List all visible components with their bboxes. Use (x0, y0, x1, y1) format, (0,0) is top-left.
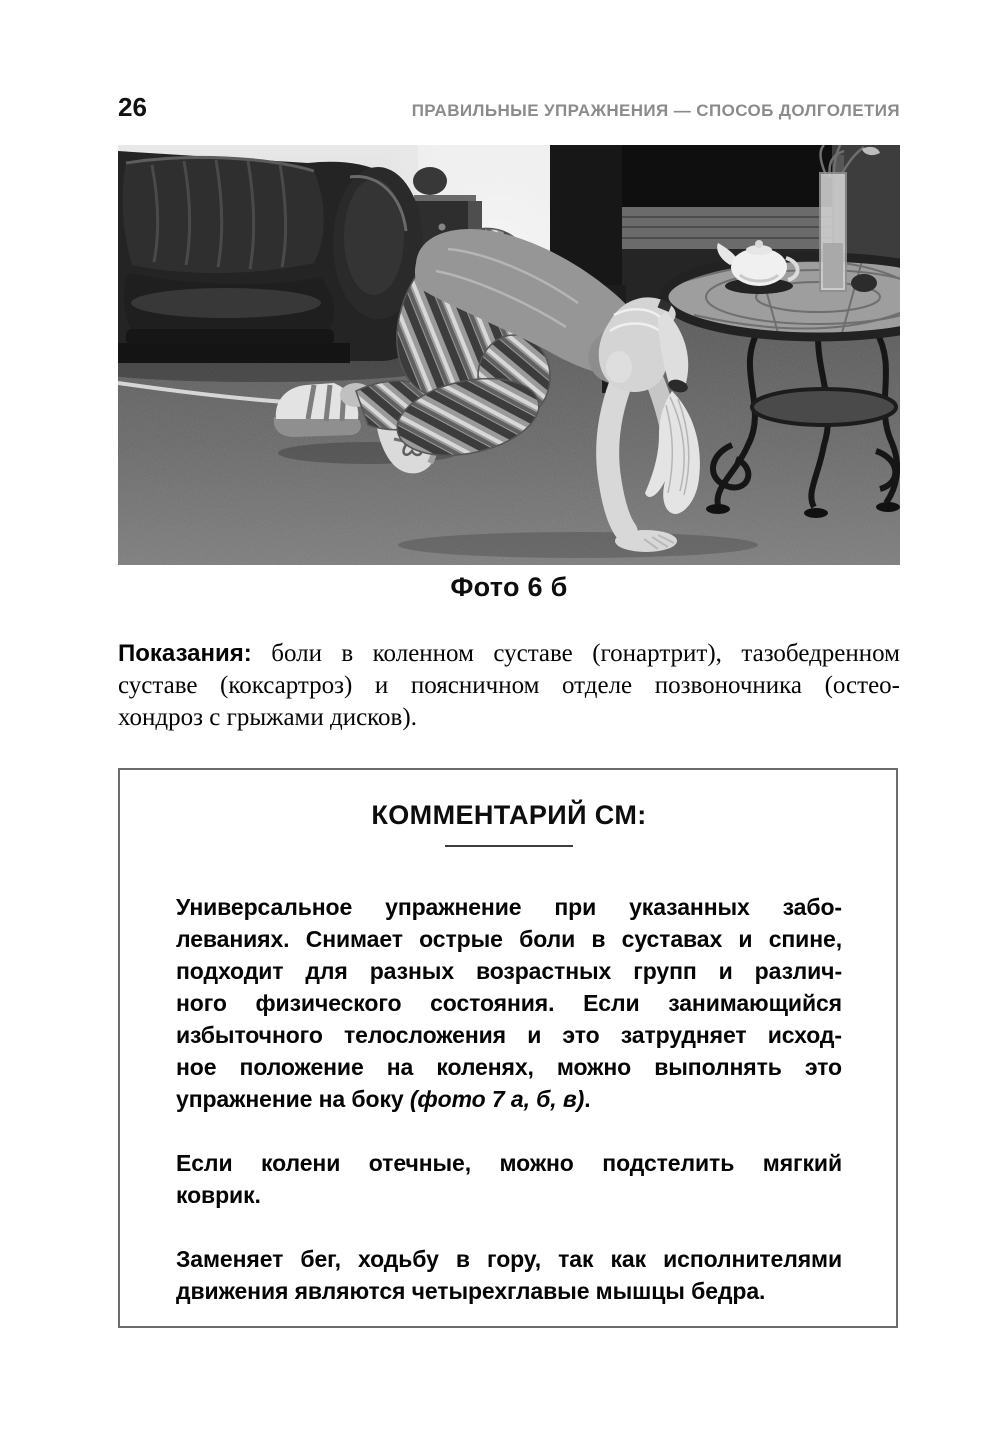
text-line: избыточного телосложения и это затрудняет исход- (176, 1022, 842, 1048)
sofa-illustration (118, 151, 443, 382)
text-line: ное положение на коленях, можно выполнять это (176, 1054, 842, 1080)
indications-paragraph (118, 638, 900, 734)
page-number: 26 (118, 92, 147, 122)
comment-paragraph (176, 891, 842, 1115)
text-line: Если колени отечные, можно подстелить мягкий (176, 1150, 842, 1176)
indications-line: суставе (коксартроз) и поясничном отделе позвоночника (остео- (118, 672, 900, 699)
text-line: коврик. (176, 1182, 261, 1208)
title-divider (445, 845, 573, 847)
text-line: упражнение на боку (фото 7 а, б, в). (176, 1086, 591, 1112)
text-line: леваниях. Снимает острые боли в суставах и спине, (176, 926, 842, 952)
exercise-photo-illustration (118, 145, 900, 565)
comment-paragraph (176, 1147, 842, 1211)
indications-line: хондроз с грыжами дисков). (118, 704, 417, 731)
comment-box (118, 768, 898, 1328)
header-row (118, 92, 900, 123)
indications-label: Показания: (118, 640, 252, 667)
text-line: Заменяет бег, ходьбу в гору, так как исполнителями (176, 1246, 842, 1272)
text-line: Универсальное упражнение при указанных забо- (176, 894, 842, 920)
figure-caption: Фото 6 б (450, 572, 568, 602)
text-line: подходит для разных возрастных групп и различ- (176, 958, 842, 984)
running-header: ПРАВИЛЬНЫЕ УПРАЖНЕНИЯ — СПОСОБ ДОЛГОЛЕТИЯ (411, 101, 900, 120)
text-line: ного физического состояния. Если занимающийся (176, 990, 842, 1016)
comment-box-title: КОММЕНТАРИЙ СМ: (371, 800, 647, 830)
comment-paragraphs (176, 891, 842, 1307)
exercise-photo (118, 145, 900, 565)
indications-line: Показания: боли в коленном суставе (гонартрит), тазобедренном (118, 640, 901, 667)
comment-paragraph (176, 1243, 842, 1307)
text-line: движения являются четырехглавые мышцы бедра. (176, 1278, 766, 1304)
